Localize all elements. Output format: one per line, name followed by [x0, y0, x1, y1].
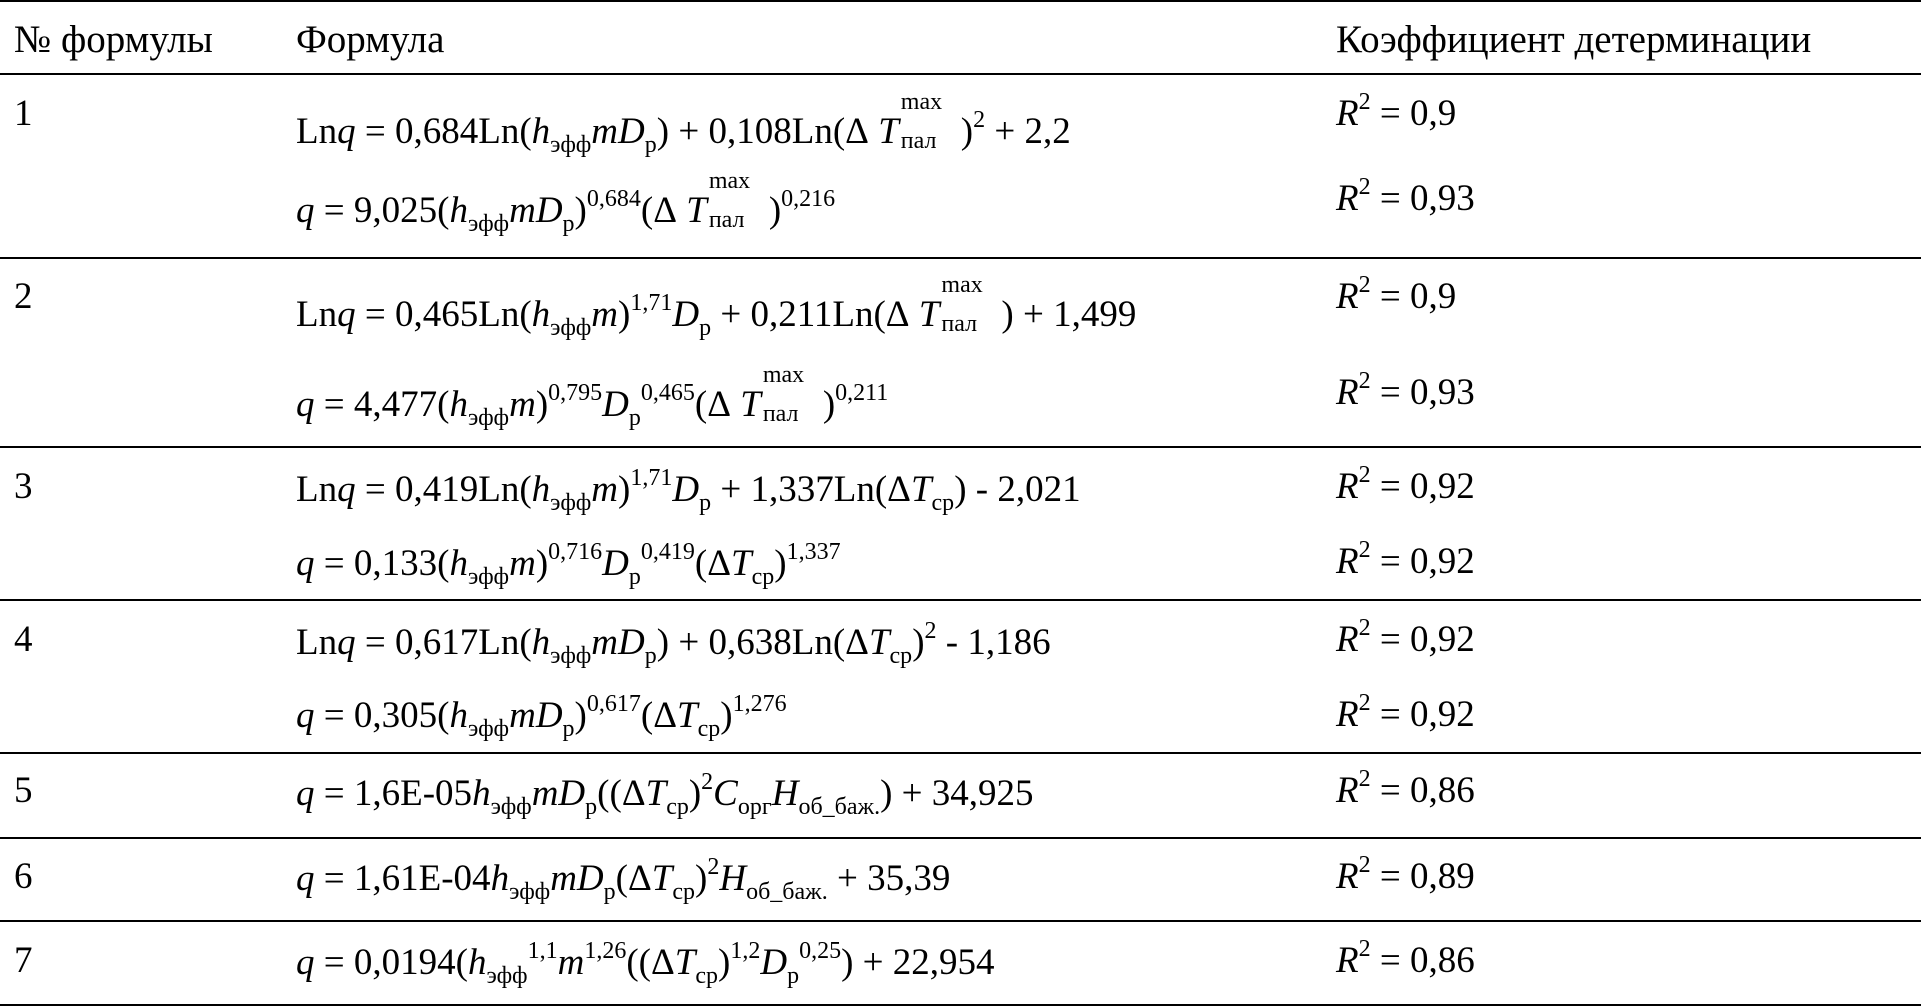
row-1-r2-power: $R^2 = 0,93$	[1336, 174, 1475, 219]
row-2-r2-log: $R^2 = 0,9$	[1336, 272, 1457, 317]
row-divider	[0, 752, 1921, 754]
row-7-formula: $q = 0,0194(h_{эфф}^{1,1}m^{1,26}((\Delta T_{ср})^{1,2}D_р^{0,25}) + 22,954$	[296, 938, 995, 989]
row-7-r2: $R^2 = 0,86$	[1336, 936, 1475, 981]
header-formula: Формула	[296, 18, 445, 61]
row-5-formula: $q = 1,6E-05h_{эфф}mD_р((\Delta T_{ср})^2C_{орг}H_{об\_баж.}) + 34,925$	[296, 769, 1034, 820]
row-3-formula-log: Lnq = $0,419Ln(h_{эфф}m)^{1,71}D_р + 1,337Ln(\Delta T_{ср}) - 2,021$	[296, 465, 1081, 516]
row-7-number: 7	[14, 940, 33, 981]
row-divider	[0, 920, 1921, 922]
row-6-formula: $q = 1,61E-04h_{эфф}mD_р(\Delta T_{ср})^2H_{об\_баж.} + 35,39$	[296, 854, 951, 905]
row-2-formula-log: Lnq = $0,465Ln(h_{эфф}m)^{1,71}D_р + 0,211Ln(\Delta$ T max пал ) + 1,499	[296, 272, 1137, 341]
row-1-formula-power: $q = 9,025(h_{эфф}mD_р)^{0,684}(\Delta$ T max пал )$^{0,216}$	[296, 168, 836, 237]
row-divider	[0, 599, 1921, 601]
row-4-formula-log: Lnq = $0,617Ln(h_{эфф}mD_р) + 0,638Ln(\Delta T_{ср})^2 - 1,186$	[296, 618, 1051, 669]
row-3-r2-power: $R^2 = 0,92$	[1336, 537, 1475, 582]
row-divider	[0, 446, 1921, 448]
row-1-r2-log: $R^2 = 0,9$	[1336, 89, 1457, 134]
header-bottom-rule	[0, 73, 1921, 75]
row-5-r2: $R^2 = 0,86$	[1336, 766, 1475, 811]
row-1-number: 1	[14, 93, 33, 134]
table-top-rule	[0, 0, 1921, 2]
row-1-formula-log: Lnq = $0,684Ln(h_{эфф}mD_р) + 0,108Ln(\Delta$ T max пал )$^2$ + 2,2	[296, 89, 1071, 158]
row-4-r2-power: $R^2 = 0,92$	[1336, 690, 1475, 735]
row-divider	[0, 837, 1921, 839]
row-3-formula-power: $q = 0,133(h_{эфф}m)^{0,716}D_р^{0,419}(\Delta T_{ср})^{1,337}$	[296, 539, 841, 590]
row-divider	[0, 257, 1921, 259]
row-2-formula-power: $q = 4,477(h_{эфф}m)^{0,795}D_р^{0,465}(\Delta$ T max пал )$^{0,211}$	[296, 362, 889, 431]
row-6-r2: $R^2 = 0,89$	[1336, 852, 1475, 897]
table-bottom-rule	[0, 1004, 1921, 1006]
row-4-number: 4	[14, 619, 33, 660]
row-3-number: 3	[14, 466, 33, 507]
row-4-formula-power: $q = 0,305(h_{эфф}mD_р)^{0,617}(\Delta T_{ср})^{1,276}$	[296, 691, 787, 742]
row-6-number: 6	[14, 856, 33, 897]
row-3-r2-log: $R^2 = 0,92$	[1336, 462, 1475, 507]
row-2-number: 2	[14, 276, 33, 317]
header-number: № формулы	[14, 18, 213, 61]
row-5-number: 5	[14, 770, 33, 811]
header-r2: Коэффициент детерминации	[1336, 18, 1812, 61]
row-4-r2-log: $R^2 = 0,92$	[1336, 615, 1475, 660]
row-2-r2-power: $R^2 = 0,93$	[1336, 368, 1475, 413]
